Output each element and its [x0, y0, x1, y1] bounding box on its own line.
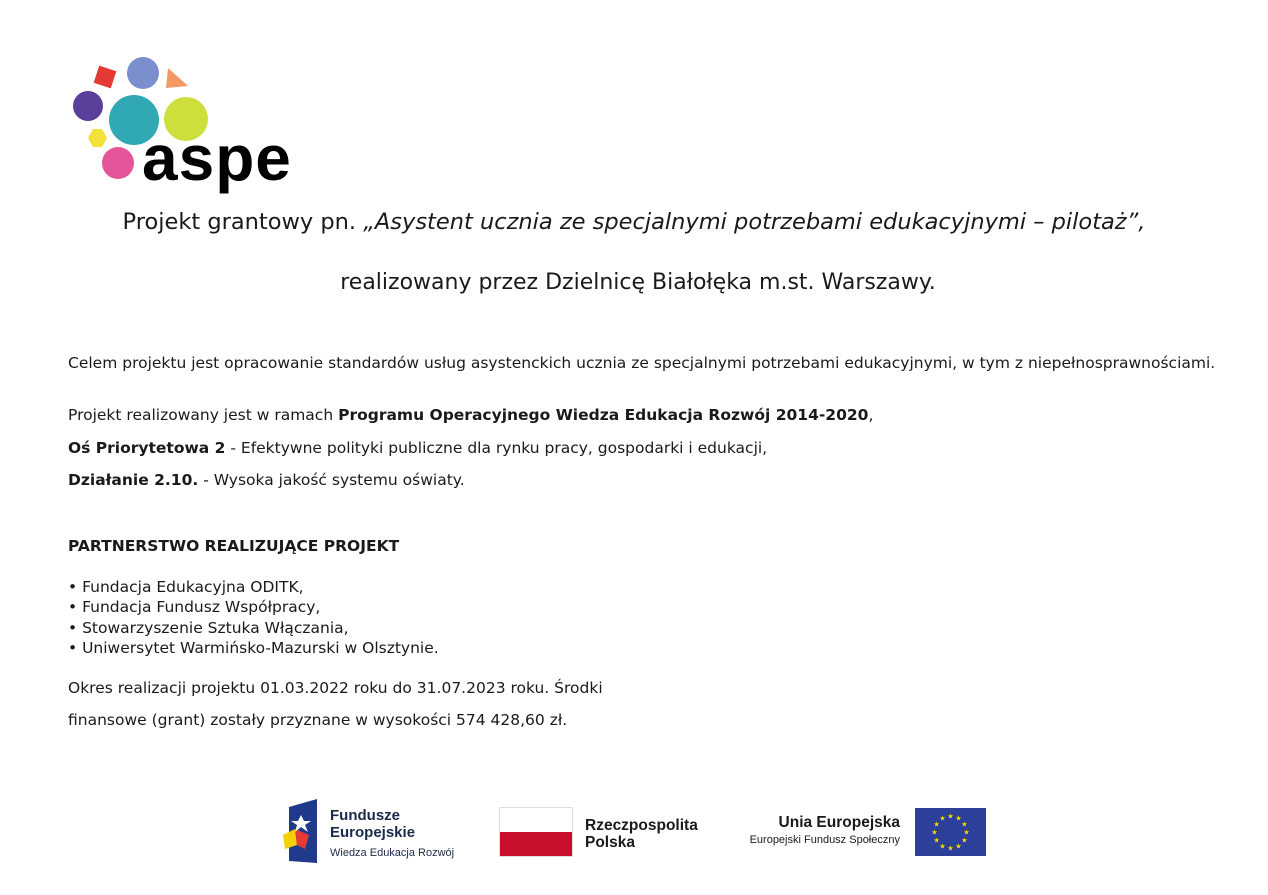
eu-flag-icon	[915, 808, 986, 856]
eu-star-icon: ★	[963, 828, 970, 837]
eu-star-icon: ★	[931, 828, 938, 837]
list-item: • Stowarzyszenie Sztuka Włączania,	[68, 618, 349, 637]
project-title	[0, 209, 1268, 235]
rp-label	[585, 817, 698, 851]
action-line	[68, 470, 465, 490]
axis-line	[68, 438, 767, 458]
axis-label: Oś Priorytetowa 2	[68, 439, 226, 457]
eu-star-icon: ★	[933, 820, 940, 829]
eu-line-2: Europejski Fundusz Społeczny	[749, 834, 900, 846]
partners-list	[68, 577, 439, 658]
rp-line-1: Rzeczpospolita	[585, 817, 698, 834]
fe-line-2: Europejskie	[330, 824, 416, 841]
eu-star-icon: ★	[947, 844, 954, 853]
logo-wordmark: aspe	[142, 122, 292, 194]
program-name: Programu Operacyjnego Wiedza Edukacja Rozwój 2014-2020	[338, 406, 869, 424]
goal-paragraph: Celem projektu jest opracowanie standardów usług asystenckich ucznia ze specjalnymi potrzebami edukacyjnymi, w tym z niepełnosprawnościami.	[68, 354, 1216, 372]
list-item: • Uniwersytet Warmińsko-Mazurski w Olsztynie.	[68, 638, 439, 657]
eu-star-icon: ★	[939, 814, 946, 823]
eu-line-1: Unia Europejska	[778, 814, 900, 831]
project-title-italic: „Asystent ucznia ze specjalnymi potrzebami edukacyjnymi – pilotaż”,	[363, 209, 1146, 235]
funding-logos	[0, 795, 1268, 870]
period-line-1: Okres realizacji projektu 01.03.2022 roku do 31.07.2023 roku. Środki	[68, 679, 603, 697]
eu-star-icon: ★	[961, 836, 968, 845]
project-subtitle: realizowany przez Dzielnicę Białołęka m.st. Warszawy.	[340, 270, 936, 295]
list-item: • Fundacja Fundusz Współpracy,	[68, 598, 321, 617]
list-item: • Fundacja Edukacyjna ODITK,	[68, 578, 304, 596]
program-line	[68, 405, 873, 425]
axis-text: - Efektywne polityki publiczne dla rynku pracy, gospodarki i edukacji,	[225, 439, 768, 457]
fundusze-europejskie-logo	[283, 799, 463, 863]
polish-flag-icon	[499, 807, 573, 857]
fe-line-1: Fundusze	[330, 807, 400, 824]
eu-star-icon: ★	[933, 836, 940, 845]
fundusze-europejskie-icon	[283, 799, 323, 863]
fe-line-3: Wiedza Edukacja Rozwój	[330, 847, 455, 859]
eu-star-icon: ★	[955, 814, 962, 823]
eu-star-icon: ★	[955, 842, 962, 851]
project-title-prefix: Projekt grantowy pn.	[122, 209, 364, 235]
rp-line-2: Polska	[585, 834, 635, 851]
aspe-logo	[68, 52, 308, 197]
program-suffix: ,	[868, 406, 874, 424]
program-prefix: Projekt realizowany jest w ramach	[68, 406, 339, 424]
eu-star-icon: ★	[947, 812, 954, 821]
eu-star-icon: ★	[961, 820, 968, 829]
partners-heading	[68, 536, 399, 556]
action-label: Działanie 2.10.	[68, 471, 199, 489]
partners-heading-text: PARTNERSTWO REALIZUJĄCE PROJEKT	[68, 537, 400, 555]
action-text: - Wysoka jakość systemu oświaty.	[198, 471, 465, 489]
period-line-2: finansowe (grant) zostały przyznane w wysokości 574 428,60 zł.	[68, 711, 568, 729]
eu-star-icon: ★	[939, 842, 946, 851]
